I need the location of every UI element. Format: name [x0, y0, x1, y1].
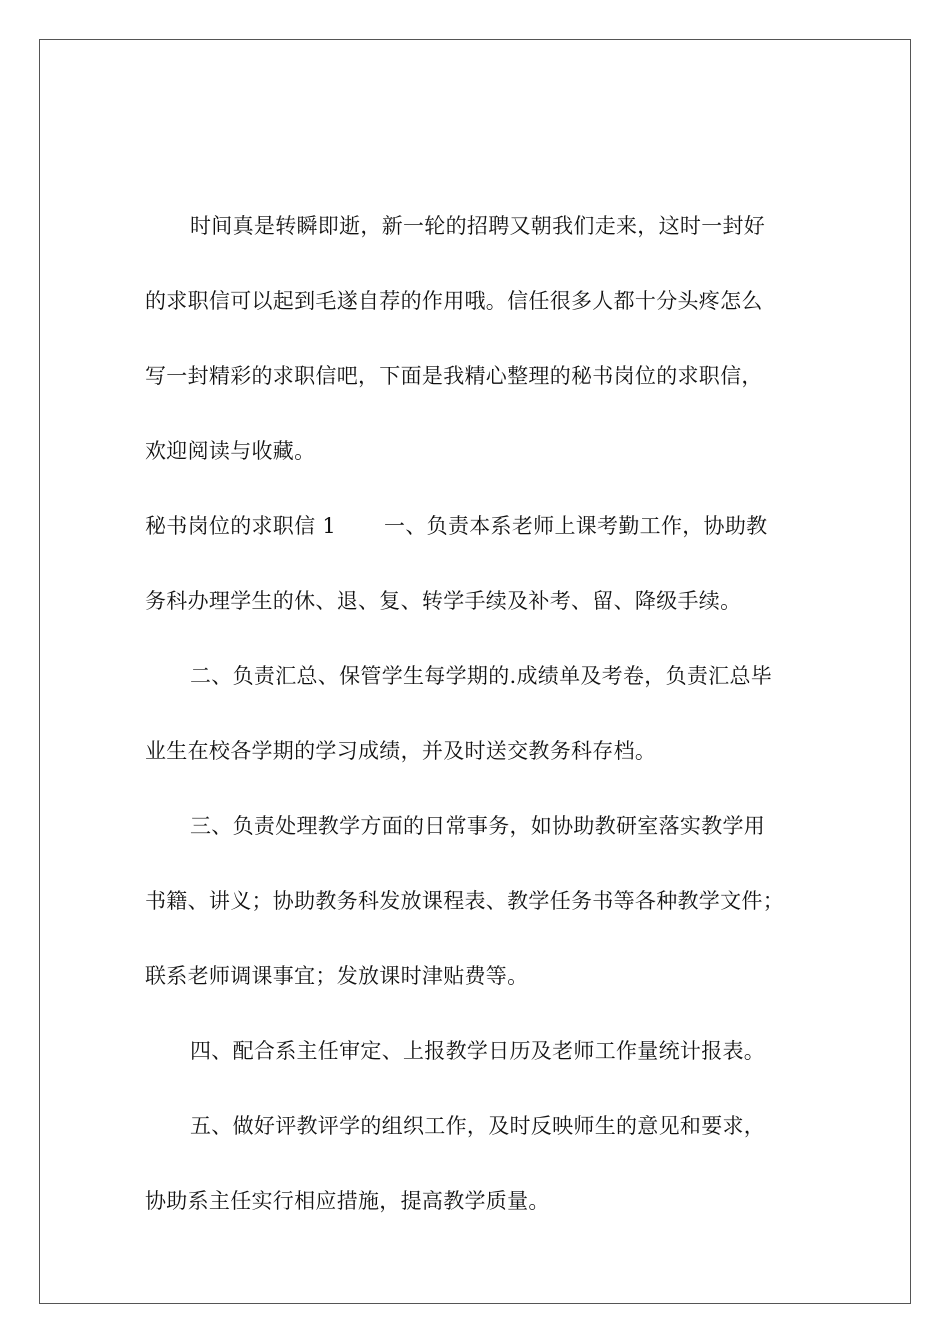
section-heading: 秘书岗位的求职信 1 [145, 514, 337, 538]
paragraph-1-line-2: 的求职信可以起到毛遂自荐的作用哦。信任很多人都十分头疼怎么 [145, 289, 763, 313]
item-2-line-1: 二、负责汇总、保管学生每学期的.成绩单及考卷，负责汇总毕 [190, 664, 773, 688]
heading-line [145, 512, 767, 540]
paragraph-1-line-4: 欢迎阅读与收藏。 [145, 439, 316, 463]
item-5-line-2: 协助系主任实行相应措施，提高教学质量。 [145, 1189, 550, 1213]
item-2-line-2: 业生在校各学期的学习成绩，并及时送交教务科存档。 [145, 739, 657, 763]
item-4-line-1: 四、配合系主任审定、上报教学日历及老师工作量统计报表。 [190, 1039, 766, 1063]
item-3-line-2: 书籍、讲义；协助教务科发放课程表、教学任务书等各种教学文件； [145, 889, 784, 913]
item-1-line-2: 务科办理学生的休、退、复、转学手续及补考、留、降级手续。 [145, 589, 742, 613]
item-3-line-1: 三、负责处理教学方面的日常事务，如协助教研室落实教学用 [190, 814, 766, 838]
item-3-line-3: 联系老师调课事宜；发放课时津贴费等。 [145, 964, 529, 988]
item-1-line-1: 一、负责本系老师上课考勤工作，协助教 [384, 514, 768, 538]
item-5-line-1: 五、做好评教评学的组织工作，及时反映师生的意见和要求， [190, 1114, 766, 1138]
paragraph-1-line-1: 时间真是转瞬即逝，新一轮的招聘又朝我们走来，这时一封好 [190, 214, 766, 238]
paragraph-1-line-3: 写一封精彩的求职信吧，下面是我精心整理的秘书岗位的求职信， [145, 364, 763, 388]
